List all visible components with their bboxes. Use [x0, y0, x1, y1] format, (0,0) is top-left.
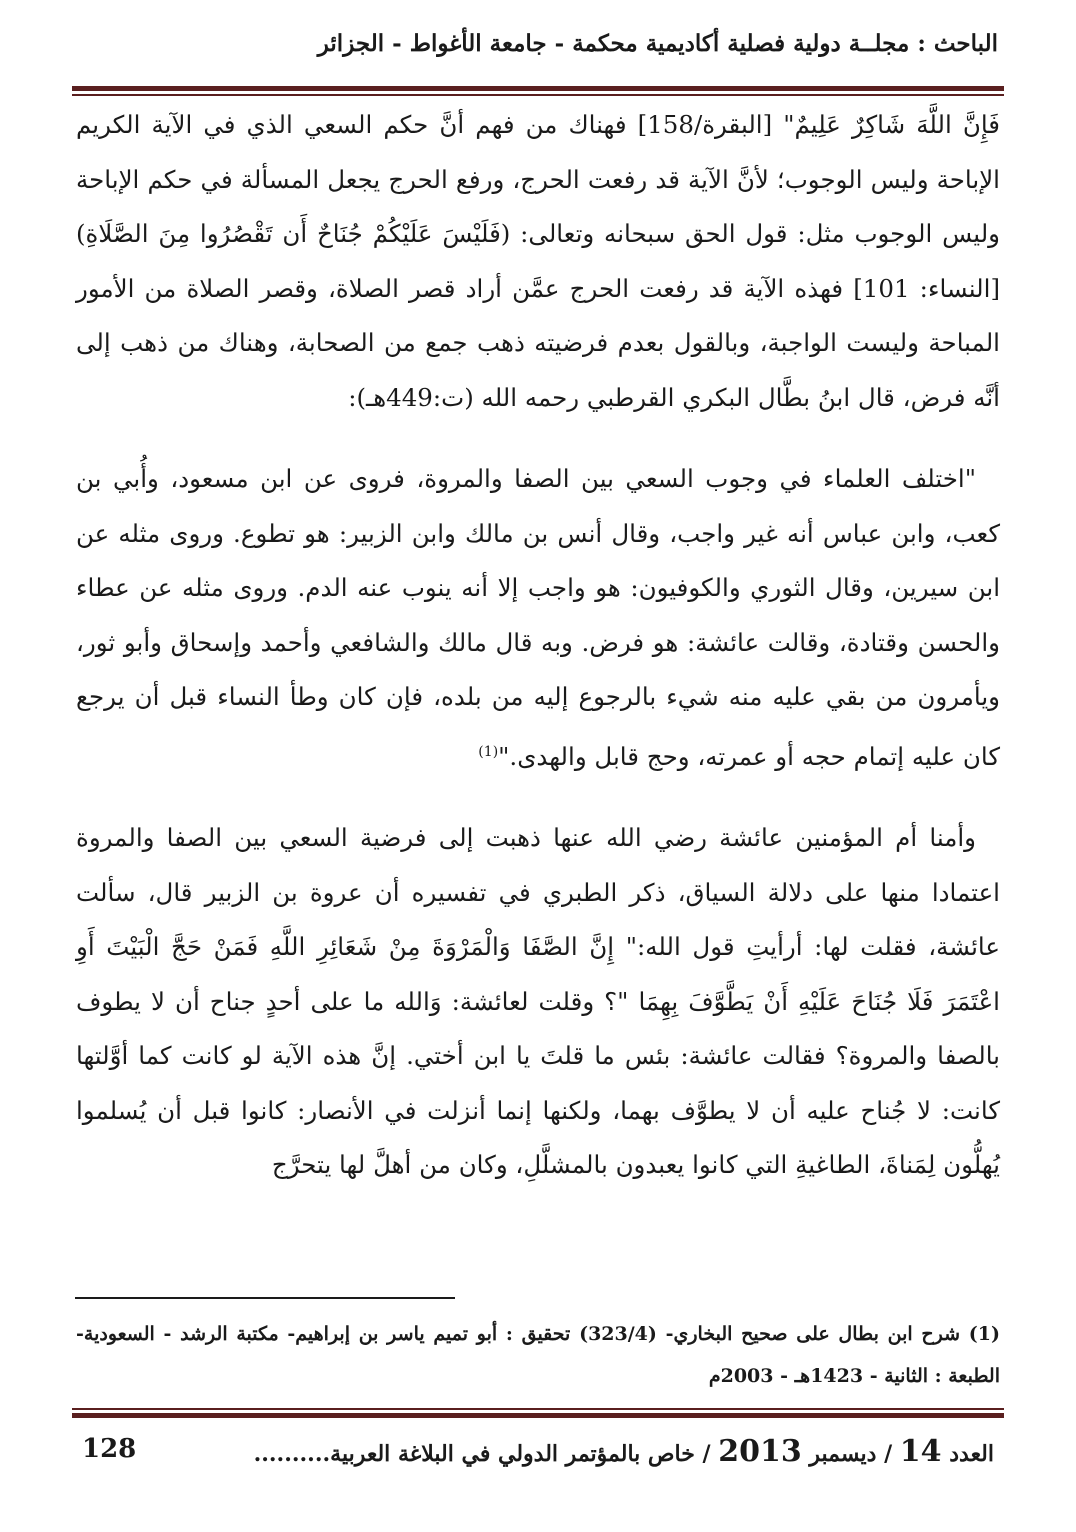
issue-year: 2013 — [718, 1434, 802, 1469]
page-footer — [82, 1434, 994, 1469]
header-rule-thick — [72, 86, 1004, 91]
footnote-divider — [75, 1297, 455, 1299]
header-rule-thin — [72, 94, 1004, 96]
paragraph-3: وأمنا أم المؤمنين عائشة رضي الله عنها ذهبت إلى فرضية السعي بين الصفا والمروة اعتمادا منها على دلالة السياق، ذكر الطبري في تفسيره أن عروة بن الزبير قال، سألت عائشة، فقلت لها: أرأيتِ قول الله:" إِنَّ الصَّفَا وَالْمَرْوَةَ مِنْ شَعَائِرِ اللَّهِ فَمَنْ حَجَّ الْبَيْتَ أَوِ اعْتَمَرَ فَلَا جُنَاحَ عَلَيْهِ أَنْ يَطَّوَّفَ بِهِمَا "؟ وقلت لعائشة: وَالله ما على أحدٍ جناح أن لا يطوف بالصفا والمروة؟ فقالت عائشة: بئس ما قلتَ يا ابن أختي. إنَّ هذه الآية لو كانت كما أوَّلتها كانت: لا جُناح عليه أن لا يطوَّف بهما، ولكنها إنما أنزلت في الأنصار: كانوا قبل أن يُسلموا يُهلُّون لِمَناةَ، الطاغيةِ التي كانوا يعبدون بالمشلَّلِ، وكان من أهلَّ لها يتحرَّج — [76, 823, 1000, 1180]
issue-number: 14 — [899, 1434, 942, 1469]
main-text — [76, 98, 1000, 1193]
footnote-text: (1) شرح ابن بطال على صحيح البخاري- (323/4) تحقيق : أبو تميم ياسر بن إبراهيم- مكتبة الرشد - السعودية- الطبعة : الثانية - 1423هـ - 2003م — [76, 1323, 1000, 1387]
journal-header — [70, 30, 998, 57]
footnote — [76, 1313, 1000, 1397]
issue-label: العدد — [949, 1441, 994, 1467]
footer-rule-thin — [72, 1408, 1004, 1410]
footer-rule-thick — [72, 1413, 1004, 1418]
quote-text: "اختلف العلماء في وجوب السعي بين الصفا والمروة، فروى عن ابن مسعود، وأُبي بن كعب، وابن عباس أنه غير واجب، وقال أنس بن مالك وابن الزبير: هو تطوع. وروى مثله عن ابن سيرين، وقال الثوري والكوفيون: هو واجب إلا أنه ينوب عنه الدم. وروى مثله عن عطاء والحسن وقتادة، وقالت عائشة: هو فرض. وبه قال مالك والشافعي وأحمد وإسحاق وأبو ثور، ويأمرون من بقي عليه منه شيء بالرجوع إليه من بلده، فإن كان وطأ النساء قبل أن يرجع كان عليه إتمام حجه أو عمرته، وحج قابل والهدى." — [76, 464, 1000, 771]
issue-month: / ديسمبر — [809, 1441, 893, 1467]
quote-paragraph — [76, 452, 1000, 784]
footnote-ref[interactable]: (1) — [478, 743, 499, 760]
special-issue-text: / خاص بالمؤتمر الدولي في البلاغة العربية.......... — [253, 1441, 711, 1467]
journal-title: الباحث : مجلــة دولية فصلية أكاديمية محكمة - جامعة الأغواط - الجزائر — [317, 30, 998, 57]
paragraph-1: فَإِنَّ اللَّهَ شَاكِرٌ عَلِيمٌ" [البقرة/158] فهناك من فهم أنَّ حكم السعي الذي في الآية الكريم الإباحة وليس الوجوب؛ لأنَّ الآية قد رفعت الحرج، ورفع الحرج يجعل المسألة في حكم الإباحة وليس الوجوب مثل: قول الحق سبحانه وتعالى: (فَلَيْسَ عَلَيْكُمْ جُنَاحٌ أَن تَقْصُرُوا مِنَ الصَّلَاةِ) [النساء: 101] فهذه الآية قد رفعت الحرج عمَّن أراد قصر الصلاة، وقصر الصلاة من الأمور المباحة وليست الواجبة، وبالقول بعدم فرضيته ذهب جمع من الصحابة، وهناك من ذهب إلى أنَّه فرض، قال ابنُ بطَّال البكري القرطبي رحمه الله (ت:449هـ): — [76, 110, 1001, 412]
page-number: 128 — [82, 1434, 137, 1464]
